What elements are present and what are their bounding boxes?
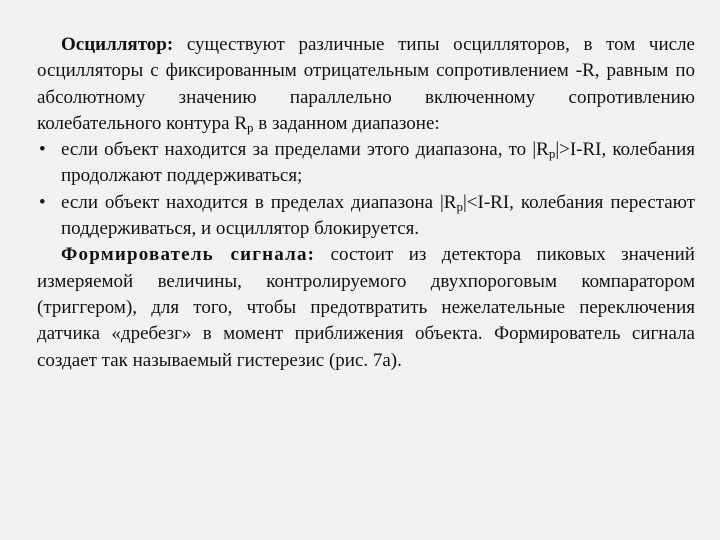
bullet-icon: • xyxy=(39,139,46,161)
oscillator-term: Осциллятор: xyxy=(61,34,174,55)
shaper-paragraph xyxy=(37,242,695,373)
bullet-icon: • xyxy=(39,191,46,213)
document-body xyxy=(37,32,695,374)
oscillator-subscript: p xyxy=(247,119,254,135)
list-item-text: если объект находится в пределах диапазона |R xyxy=(61,191,457,213)
shaper-term: Формирователь сигнала: xyxy=(61,244,316,266)
oscillator-paragraph xyxy=(37,32,695,137)
list-item xyxy=(37,190,695,243)
list-item xyxy=(37,137,695,190)
list-item-text-end: |>I-RI, колебания продолжают поддерживаться; xyxy=(61,139,696,187)
list-item-text-end: |<I-RI, колебания перестают поддерживаться, и осциллятор блокируется. xyxy=(61,191,695,240)
list-item-subscript: p xyxy=(456,198,463,214)
oscillator-text: существуют различные типы осцилляторов, в том числе осцилляторы с фиксированным отрицательным сопротивлением -R, равным по абсолютному значению параллельно включенному сопротивлению колебательного контура R xyxy=(37,34,695,134)
list-item-subscript: p xyxy=(548,146,556,162)
list-item-text: если объект находится за пределами этого диапазона, то |R xyxy=(61,139,549,161)
shaper-text: состоит из детектора пиковых значений измеряемой величины, контролируемого двухпороговым компаратором (триггером), для того, чтобы предотвратить нежелательные переключения датчика «дребезг» в момент приближения объекта. Формирователь сигнала создает так называемый гистерезис (рис. 7а). xyxy=(37,244,695,371)
oscillator-text-end: в заданном диапазоне: xyxy=(253,112,440,134)
condition-list xyxy=(37,137,695,242)
